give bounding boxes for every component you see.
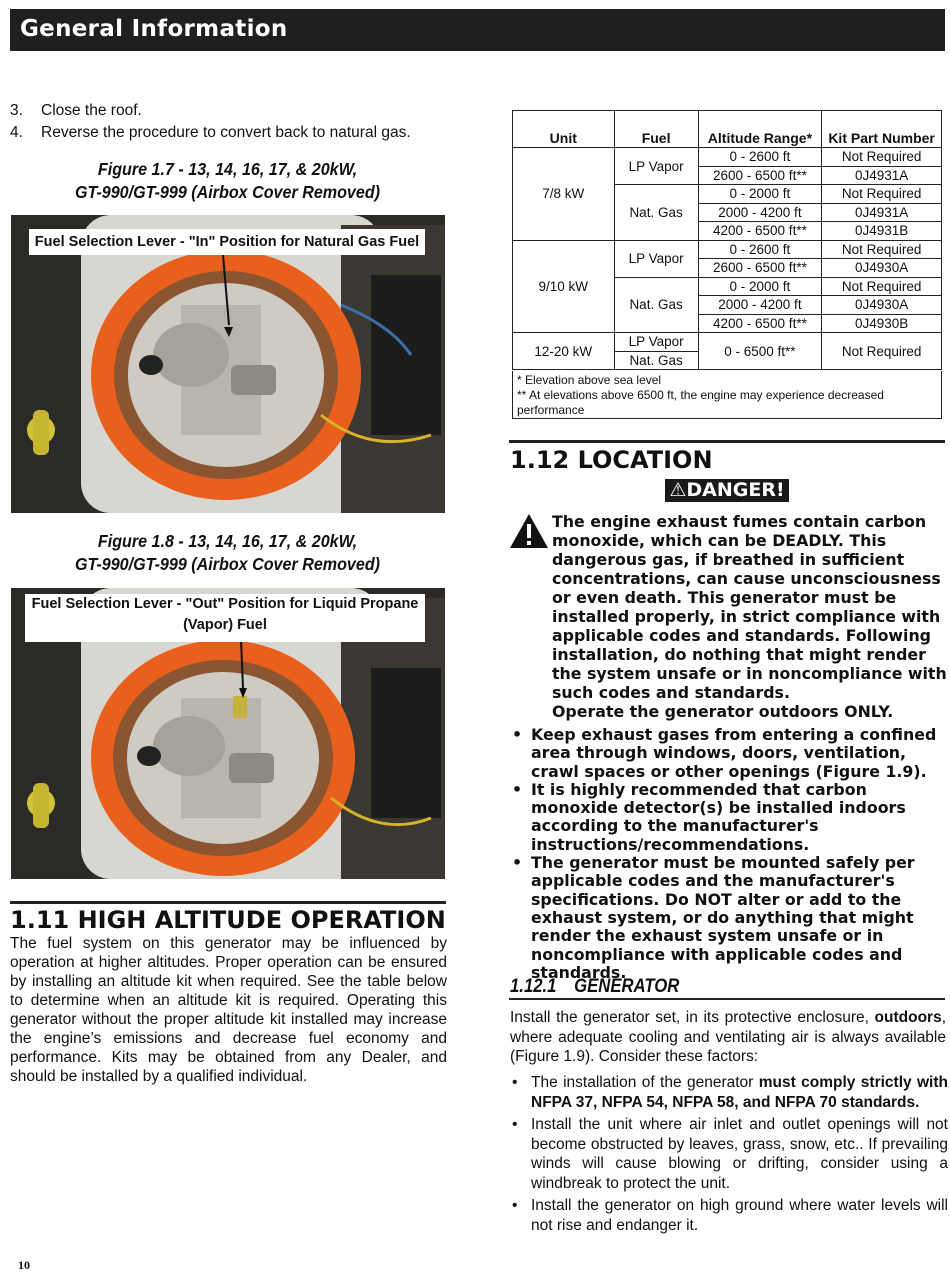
caption-line: GT-990/GT-999 (Airbox Cover Removed) [74,182,381,202]
footnote: ** At elevations above 6500 ft, the engine may experience decreased performance [517,388,884,417]
table-row [513,240,942,259]
header-altitude: Altitude Range* [698,111,822,148]
kit-cell: Not Required [822,240,942,259]
list-item: • Install the unit where air inlet and outlet openings will not become obstructed by leaves, grass, snow, etc.. If prevailing winds will cause blowing or drifting, consider using a windbreak to protect the unit. [510,1115,948,1193]
kit-cell: 0J4931A [822,166,942,185]
kit-cell: Not Required [822,277,942,296]
page-header [10,9,945,51]
unit-cell: 7/8 kW [513,148,615,241]
section-divider [10,901,446,904]
fuel-cell: Nat. Gas [614,277,698,333]
section-1-11-body: The fuel system on this generator may be influenced by operation at higher altitudes. Proper operation can be ensured by installing an altitude kit when required. See the table below to determine when an altitude kit is required. Operating this generator without the proper altitude kit installed may increase the engine’s emissions and decrease fuel economy and performance. Kits may be obtained from any Dealer, and should be installed by a qualified individual. [10,935,447,1085]
kit-cell: 0J4930A [822,259,942,278]
unit-cell: 12-20 kW [513,333,615,370]
header-title: General Information [20,16,288,42]
header-fuel: Fuel [614,111,698,148]
table-footnotes [512,371,942,419]
list-item-emphasis: must comply strictly with NFPA 37, NFPA 54, NFPA 58, and NFPA 70 standards. [531,1074,948,1111]
warning-triangle-icon: ⚠ [669,479,687,501]
caption-line: Figure 1.7 - 13, 14, 16, 17, & 20kW, [97,159,358,179]
altitude-cell: 0 - 6500 ft** [698,333,822,370]
header-kit-part: Kit Part Number [822,111,942,148]
step-text: Close the roof. [41,102,142,119]
caption-line: Figure 1.8 - 13, 14, 16, 17, & 20kW, [97,531,358,551]
table-row [513,333,942,352]
generator-intro [510,1008,946,1067]
step-number: 4. [10,124,23,141]
altitude-cell: 2000 - 4200 ft [698,203,822,222]
list-item: • The generator must be mounted safely per applicable codes and the manufacturer's specifications. Do NOT alter or add to the exhaust system, or do anything that might render the exhaust system unsafe or in noncompliance with applicable codes and standards. [510,854,948,982]
step-item [10,100,450,122]
figure-1-8-callout: Fuel Selection Lever - "Out" Position for Liquid Propane (Vapor) Fuel [25,594,425,642]
kit-cell: Not Required [822,185,942,204]
altitude-cell: 4200 - 6500 ft** [698,222,822,241]
altitude-cell: 0 - 2600 ft [698,240,822,259]
generator-photo-illustration [11,215,445,513]
figure-1-8-photo [11,588,445,879]
fuel-cell: Nat. Gas [614,351,698,370]
header-unit: Unit [513,111,615,148]
kit-cell: Not Required [822,333,942,370]
altitude-cell: 0 - 2000 ft [698,185,822,204]
fuel-cell: LP Vapor [614,148,698,185]
altitude-cell: 0 - 2600 ft [698,148,822,167]
fuel-cell: LP Vapor [614,240,698,277]
section-divider [509,440,945,443]
intro-text: , where adequate cooling and ventilating air is always available (Figure 1.9). Consider these factors: [510,1009,946,1065]
step-text: Reverse the procedure to convert back to natural gas. [41,124,411,141]
altitude-cell: 2600 - 6500 ft** [698,259,822,278]
outdoor-warning: Operate the generator outdoors ONLY. [552,702,894,721]
caption-line: GT-990/GT-999 (Airbox Cover Removed) [74,554,381,574]
unit-cell: 9/10 kW [513,240,615,333]
procedure-steps [10,100,450,144]
figure-1-7-caption [27,158,427,204]
figure-1-7-photo [11,215,445,513]
altitude-cell: 2600 - 6500 ft** [698,166,822,185]
subsection-title: GENERATOR [574,976,680,997]
fuel-cell: LP Vapor [614,333,698,352]
altitude-kit-table [512,110,942,370]
intro-emphasis: outdoors [874,1009,942,1026]
location-warnings-list [510,726,948,982]
warning-triangle-icon [510,514,548,548]
section-1-12-title: 1.12 LOCATION [510,446,713,474]
fuel-cell: Nat. Gas [614,185,698,241]
list-item [510,1073,948,1112]
danger-badge-label: DANGER! [686,479,785,501]
section-1-12-1-title [510,976,679,998]
generator-factors-list [510,1073,948,1238]
danger-text: The engine exhaust fumes contain carbon monoxide, which can be DEADLY. This dangerous gas, if breathed in sufficient concentrations, can cause unconsciousness or even death. This generator must be installed properly, in strict compliance with applicable codes and standards. Following installation, do nothing that might render the system unsafe or in noncompliance with such codes and standards. [552,512,947,702]
intro-text: Install the generator set, in its protective enclosure, [510,1009,875,1026]
list-item-text: The installation of the generator [531,1074,759,1091]
figure-1-7-callout: Fuel Selection Lever - "In" Position for Natural Gas Fuel [29,229,425,255]
figure-1-8-caption [27,530,427,576]
table-row [513,148,942,167]
altitude-cell: 0 - 2000 ft [698,277,822,296]
subsection-divider [509,998,945,1000]
kit-cell: 0J4931B [822,222,942,241]
altitude-cell: 4200 - 6500 ft** [698,314,822,333]
list-item: • Install the generator on high ground where water levels will not rise and endanger it. [510,1196,948,1235]
table-header-row [513,111,942,148]
subsection-number: 1.12.1 [510,976,557,997]
kit-cell: 0J4930B [822,314,942,333]
altitude-cell: 2000 - 4200 ft [698,296,822,315]
section-1-11-title: 1.11 HIGH ALTITUDE OPERATION [10,906,446,934]
list-item: • Keep exhaust gases from entering a confined area through windows, doors, ventilation, crawl spaces or other openings (Figure 1.9). [510,726,948,781]
kit-cell: 0J4930A [822,296,942,315]
danger-badge [665,479,789,502]
footnote: * Elevation above sea level [517,373,662,387]
step-number: 3. [10,102,23,119]
step-item [10,122,450,144]
kit-cell: 0J4931A [822,203,942,222]
page-number: 10 [18,1258,30,1272]
kit-cell: Not Required [822,148,942,167]
list-item: • It is highly recommended that carbon monoxide detector(s) be installed indoors according to the manufacturer's instructions/recommendations. [510,781,948,854]
